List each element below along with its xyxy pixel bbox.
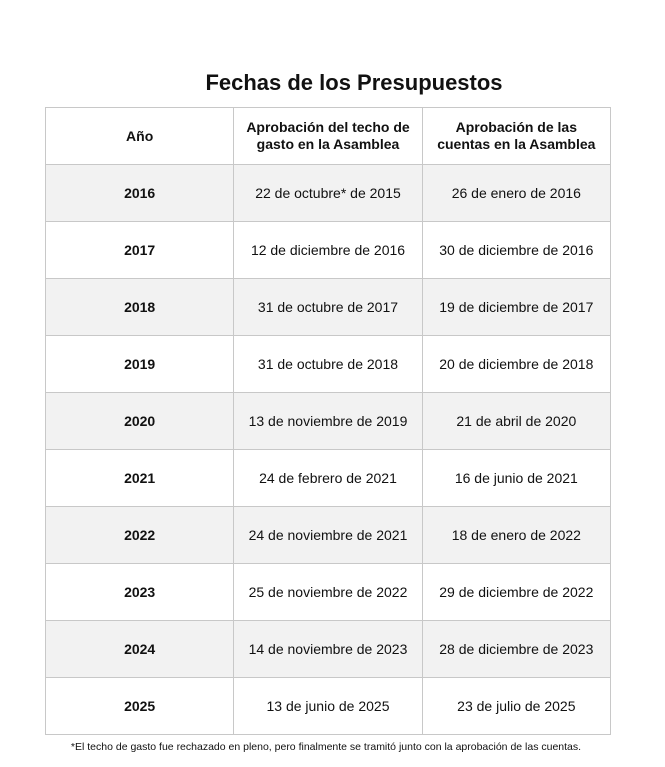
table-header xyxy=(46,108,611,165)
table-row xyxy=(46,678,611,735)
accounts-date-cell: 29 de diciembre de 2022 xyxy=(422,564,610,621)
ceiling-date-cell: 25 de noviembre de 2022 xyxy=(234,564,422,621)
table-row xyxy=(46,165,611,222)
table-body xyxy=(46,165,611,735)
accounts-date-cell: 18 de enero de 2022 xyxy=(422,507,610,564)
ceiling-date-cell: 31 de octubre de 2018 xyxy=(234,336,422,393)
ceiling-date-cell: 12 de diciembre de 2016 xyxy=(234,222,422,279)
footnote: *El techo de gasto fue rechazado en pleno, pero finalmente se tramitó junto con la aprobación de las cuentas. xyxy=(70,741,582,753)
ceiling-date-cell: 31 de octubre de 2017 xyxy=(234,279,422,336)
accounts-date-cell: 30 de diciembre de 2016 xyxy=(422,222,610,279)
year-cell: 2020 xyxy=(46,393,234,450)
accounts-date-cell: 21 de abril de 2020 xyxy=(422,393,610,450)
page-title: Fechas de los Presupuestos xyxy=(205,70,503,95)
ceiling-date-cell: 13 de junio de 2025 xyxy=(234,678,422,735)
table-row xyxy=(46,279,611,336)
accounts-date-cell: 16 de junio de 2021 xyxy=(422,450,610,507)
table-row xyxy=(46,222,611,279)
year-cell: 2022 xyxy=(46,507,234,564)
accounts-date-cell: 23 de julio de 2025 xyxy=(422,678,610,735)
year-cell: 2017 xyxy=(46,222,234,279)
accounts-date-cell: 28 de diciembre de 2023 xyxy=(422,621,610,678)
header-accounts-approval: Aprobación de las cuentas en la Asamblea xyxy=(422,108,610,165)
table-row xyxy=(46,336,611,393)
ceiling-date-cell: 22 de octubre* de 2015 xyxy=(234,165,422,222)
ceiling-date-cell: 24 de febrero de 2021 xyxy=(234,450,422,507)
table-row xyxy=(46,621,611,678)
table-row xyxy=(46,450,611,507)
year-cell: 2025 xyxy=(46,678,234,735)
ceiling-date-cell: 13 de noviembre de 2019 xyxy=(234,393,422,450)
table-row xyxy=(46,564,611,621)
accounts-date-cell: 19 de diciembre de 2017 xyxy=(422,279,610,336)
budget-dates-table xyxy=(45,107,611,735)
accounts-date-cell: 26 de enero de 2016 xyxy=(422,165,610,222)
table-row xyxy=(46,507,611,564)
year-cell: 2019 xyxy=(46,336,234,393)
year-cell: 2023 xyxy=(46,564,234,621)
accounts-date-cell: 20 de diciembre de 2018 xyxy=(422,336,610,393)
header-ceiling-approval: Aprobación del techo de gasto en la Asamblea xyxy=(234,108,422,165)
table-row xyxy=(46,393,611,450)
header-row xyxy=(46,108,611,165)
ceiling-date-cell: 24 de noviembre de 2021 xyxy=(234,507,422,564)
year-cell: 2021 xyxy=(46,450,234,507)
header-year: Año xyxy=(46,108,234,165)
ceiling-date-cell: 14 de noviembre de 2023 xyxy=(234,621,422,678)
year-cell: 2016 xyxy=(46,165,234,222)
year-cell: 2018 xyxy=(46,279,234,336)
year-cell: 2024 xyxy=(46,621,234,678)
